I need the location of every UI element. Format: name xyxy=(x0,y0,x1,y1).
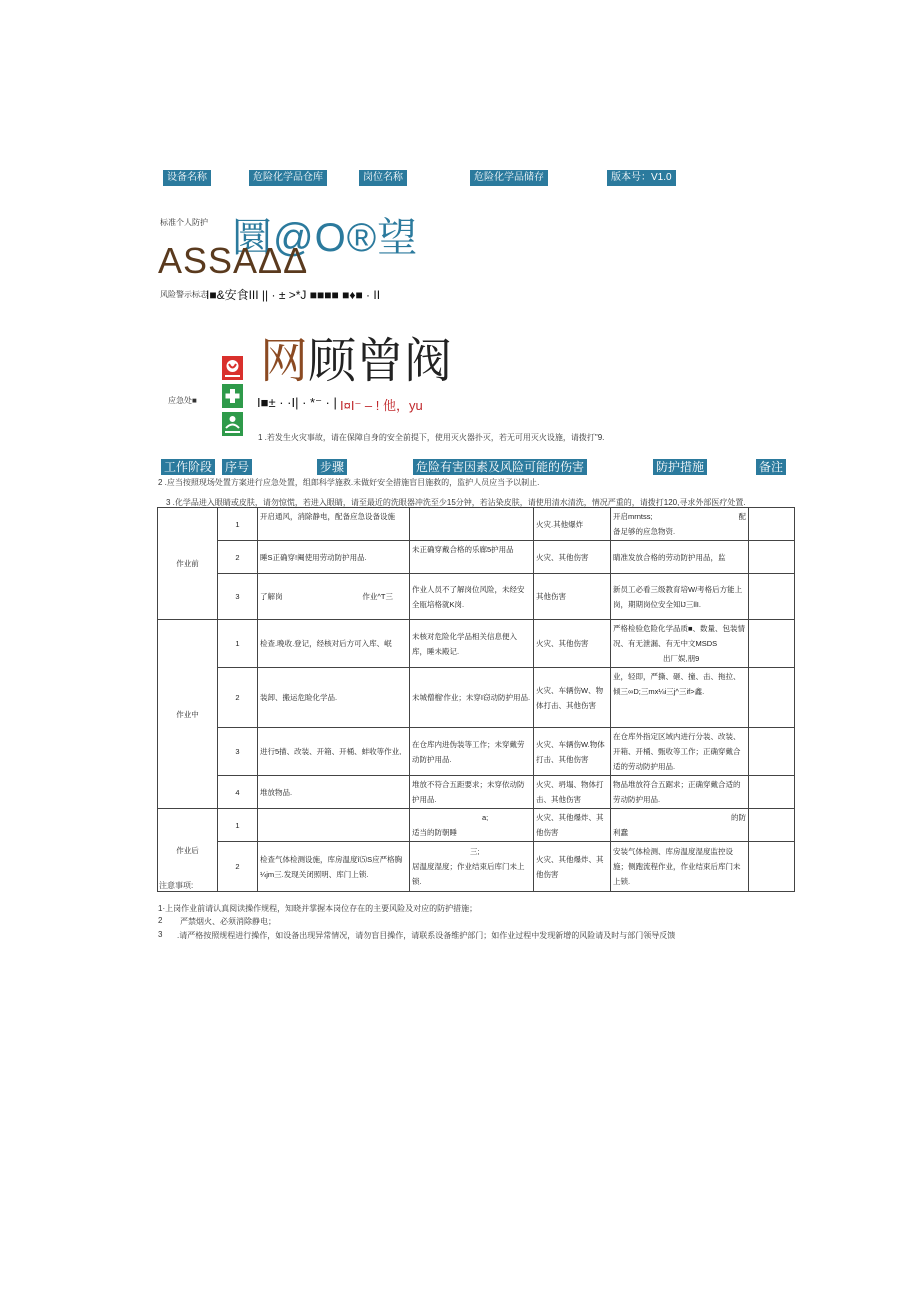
measure-cell: 睛准发放合格的劳动防护用品，监 xyxy=(611,541,749,574)
step-cell: 进行5描、改装、开箱、开桶、蚌收等作业, xyxy=(258,728,410,776)
col-stage: 工作阶段 xyxy=(161,459,215,475)
stage-before: 作业前 xyxy=(158,508,218,620)
note-cell xyxy=(749,620,795,668)
fire-phone-icon xyxy=(222,356,243,380)
row-no: 3 xyxy=(218,728,258,776)
harm-cell: 火灾、其他伤害 xyxy=(534,620,611,668)
measure-text: 严格检验危险化学品质■、数量、包装情况、有无泄漏、有无中文MSDS xyxy=(613,624,746,648)
measure-cell: 业，轻即，严撕、砸、撞、击、拖拉、倾三∞D;三mx¼i三j^三if>鑫. xyxy=(611,668,749,728)
table-row xyxy=(158,508,795,541)
measure-cell xyxy=(611,809,749,842)
measure-text: 配 xyxy=(738,512,746,521)
emergency-item-3: 3 .化学品进入眼睛或皮肤，请勿惊慌，若进入眼睛，请至最近的洗眼器冲洗至少15分钟，若沾染皮肤，请使用清水清洗，情况严重的，请拨打120,寻求外部医疗处置. xyxy=(166,498,746,507)
row-no: 4 xyxy=(218,776,258,809)
measure-text: 的防 xyxy=(731,813,746,822)
measure-text: 备足够的应急物资. xyxy=(613,527,676,536)
measure-text: 开启mrntss; xyxy=(613,512,653,521)
hazard-cell: 堆放不符合五距要求；未穿依动防护用品. xyxy=(410,776,534,809)
hazard-text: a; xyxy=(482,813,489,822)
step-cell xyxy=(258,574,410,620)
step-text: 作业^T三 xyxy=(362,592,393,601)
measure-cell: 安装气体检测、库房温度湿度监控设施；侧跑流程作业，作业结束后库门未上锁. xyxy=(611,842,749,892)
hazard-cell xyxy=(410,842,534,892)
step-cell: 堆放物品. xyxy=(258,776,410,809)
post-value: 危险化学品储存 xyxy=(470,170,548,186)
risk-sign-label: 风险警示标志 xyxy=(160,290,208,299)
note-cell xyxy=(749,668,795,728)
table-row xyxy=(158,776,795,809)
row-no: 1 xyxy=(218,508,258,541)
stage-after: 作业后 xyxy=(158,809,218,892)
note-2-no: 2 xyxy=(158,916,163,925)
ppe-label: 标准个人防护 xyxy=(160,218,208,227)
risk-sign-glyph-rest: 顾曾阀 xyxy=(308,335,453,388)
col-no: 序号 xyxy=(222,459,252,475)
measure-cell: 物品堆放符合五踞求；正确穿戴合适的劳动防护用品. xyxy=(611,776,749,809)
note-3-no: 3 xyxy=(158,930,163,939)
row-no: 2 xyxy=(218,541,258,574)
ppe-icons: 圜@O®望 xyxy=(232,216,419,260)
table-row xyxy=(158,574,795,620)
measure-cell: 新员工必看三级教育培W/考格后方能上岗，期期岗位安全知lJ三llI. xyxy=(611,574,749,620)
harm-cell: 其他伤害 xyxy=(534,574,611,620)
hazard-text: 居温度湿度；作业结束后库门未上锁. xyxy=(412,862,525,886)
col-measure: 防护措施 xyxy=(653,459,707,475)
risk-sign-glyphs xyxy=(260,322,452,391)
note-cell xyxy=(749,728,795,776)
emergency-label: 应急处■ xyxy=(168,396,197,405)
measure-text: 利蠢 xyxy=(613,828,628,837)
post-label: 岗位名称 xyxy=(359,170,407,186)
harm-cell: 火灾、其他伤害 xyxy=(534,541,611,574)
eyewash-icon xyxy=(222,412,243,436)
row-no: 3 xyxy=(218,574,258,620)
notes-title: 注意事项: xyxy=(159,881,194,890)
equipment-value: 危险化学品仓库 xyxy=(249,170,327,186)
col-hazard: 危险有害因素及风险可能的伤害 xyxy=(413,459,587,475)
measure-cell: 在仓库外指定区域内进行分装、改装、开箱、开桶、甄收等工作；正确穿戴合适的劳动防护用品. xyxy=(611,728,749,776)
table-row xyxy=(158,809,795,842)
emergency-item-1: 1 .若发生火灾事故，请在保障自身的安全前提下，使用灭火器扑灭，若无可用灭火设施，请拨打"9. xyxy=(258,433,605,442)
col-note: 备注 xyxy=(756,459,786,475)
row-no: 1 xyxy=(218,620,258,668)
note-cell xyxy=(749,776,795,809)
table-row xyxy=(158,620,795,668)
emergency-line-b-text: I¤I⁻ – ! 他，yu xyxy=(340,398,423,413)
version-label: 版本号：V1.0 xyxy=(607,170,676,186)
note-cell xyxy=(749,842,795,892)
step-cell xyxy=(258,809,410,842)
hazard-cell: 在仓库内进伪装等工作；未穿戴劳动防护用品. xyxy=(410,728,534,776)
step-cell: 检查.晚收.登记，经核对后方可入库、岷 xyxy=(258,620,410,668)
table-row xyxy=(158,541,795,574)
risk-sign-line: I■&安食III || · ± >*J ■■■■ ■♦■ · II xyxy=(206,288,381,302)
harm-cell: 火灾、车辆伤W.物体打击、其他伤害 xyxy=(534,728,611,776)
row-no: 2 xyxy=(218,668,258,728)
note-3: .请严格按照规程进行操作，如设备出现异常情况，请勿盲目操作，请联系设备维护部门；如作业过程中发现新增的风险请及时与部门领导反馈 xyxy=(177,931,676,940)
step-cell: 睡S正确穿!阉使用劳动防护用品. xyxy=(258,541,410,574)
note-1: 1·上岗作业前请认真阅读操作规程，知晓并掌握本岗位存在的主要风险及对应的防护措施； xyxy=(158,904,478,913)
step-cell: 装卸、搬运危睑化学品. xyxy=(258,668,410,728)
step-cell: 开启通风，消除静电，配备应急设备设施 xyxy=(258,508,410,541)
emergency-line-b xyxy=(340,395,423,414)
job-hazard-table xyxy=(157,507,795,892)
harm-cell: 火灾、车辆伤W、物体打击、其他伤害 xyxy=(534,668,611,728)
note-cell xyxy=(749,541,795,574)
harm-cell: 火灾、其他爆炸、其他伤害 xyxy=(534,842,611,892)
step-cell: 检查气体检测设施，库房温度î⑸S应严格胸¼jm三.发现关闭照明、库门上锁. xyxy=(258,842,410,892)
ppe-line2: ASSAΔΔ xyxy=(158,240,309,281)
note-2: 严禁烟火、必须消除静电； xyxy=(180,917,276,926)
hazard-cell: 未核对危险化学品相关信息便入库，睡未殿记. xyxy=(410,620,534,668)
hazard-cell: 未正确穿戴合格的乐廊5护用品 xyxy=(410,541,534,574)
hazard-text: 适当的防朝睡 xyxy=(412,828,457,837)
harm-cell: 火灾、坍塌、物体打击、其他伤害 xyxy=(534,776,611,809)
hazard-cell: 未城僧榴'作业；未穿I窃动防护用品. xyxy=(410,668,534,728)
first-aid-icon xyxy=(222,384,243,408)
row-no: 1 xyxy=(218,809,258,842)
risk-sign-glyph-first: 网 xyxy=(260,335,309,388)
emergency-item-2: 2 .应当按照现场处置方案进行应急处置，组郎科学施救.未做好安全措施盲目施救的，监护人员应当予以制止. xyxy=(158,478,540,487)
equipment-label: 设备名称 xyxy=(163,170,211,186)
note-cell xyxy=(749,508,795,541)
harm-cell: 火灾.其他爆炸 xyxy=(534,508,611,541)
table-row xyxy=(158,728,795,776)
col-step: 步骤 xyxy=(317,459,347,475)
emergency-line-a: I■± · ·I| · *⁻ · | xyxy=(257,395,337,410)
stage-during: 作业中 xyxy=(158,620,218,809)
harm-cell: 火灾、其他爆炸、其他伤害 xyxy=(534,809,611,842)
step-text: 了解岗 xyxy=(260,592,283,601)
hazard-text: 三; xyxy=(470,847,480,856)
row-no: 2 xyxy=(218,842,258,892)
measure-cell xyxy=(611,620,749,668)
table-row xyxy=(158,842,795,892)
note-cell xyxy=(749,574,795,620)
measure-text: 出厂娱,朋9 xyxy=(663,654,700,663)
hazard-cell xyxy=(410,809,534,842)
hazard-cell: 作业人员不了解岗位风险，未经安全瓯培格就K岗. xyxy=(410,574,534,620)
note-cell xyxy=(749,809,795,842)
measure-cell xyxy=(611,508,749,541)
table-row xyxy=(158,668,795,728)
hazard-cell xyxy=(410,508,534,541)
